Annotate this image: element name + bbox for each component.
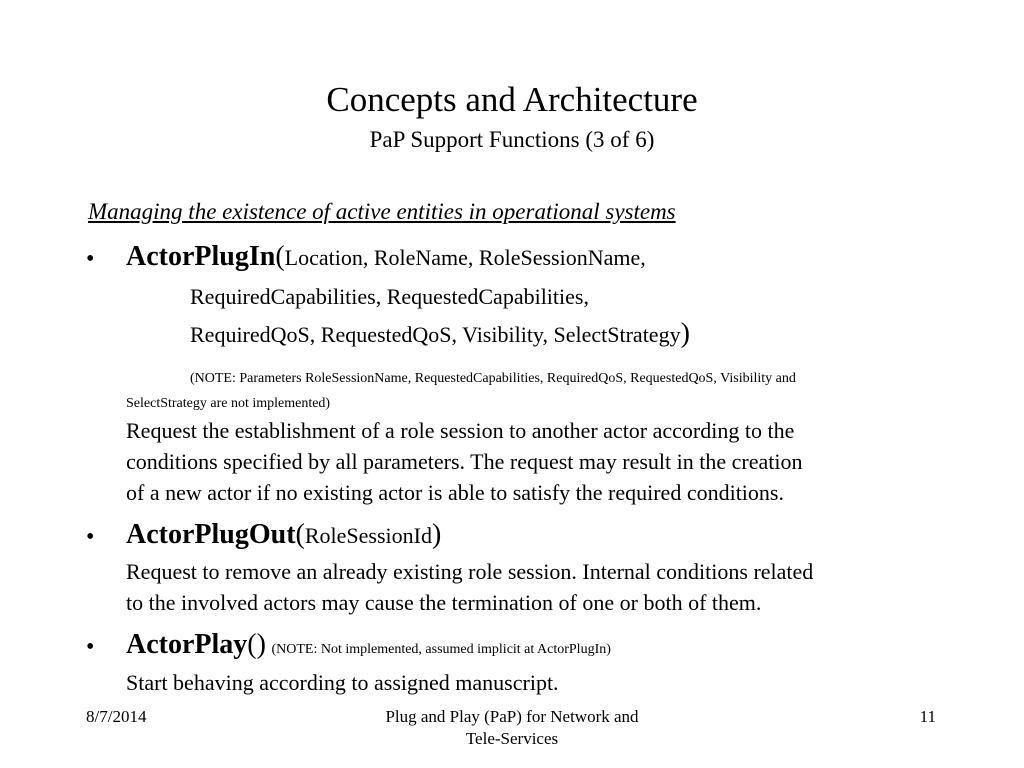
bullet-actorplugout: • bbox=[86, 524, 95, 550]
footer-title-line1: Plug and Play (PaP) for Network and bbox=[385, 707, 639, 726]
footer-title bbox=[352, 706, 672, 750]
actorplugin-params-line3: RequiredQoS, RequestedQoS, Visibility, SelectStrategy bbox=[190, 322, 681, 347]
actorplugin-description-line3: of a new actor if no existing actor is able to satisfy the required conditions. bbox=[126, 480, 784, 505]
actorplugin-note-line1: (NOTE: Parameters RoleSessionName, RequestedCapabilities, RequiredQoS, RequestedQoS, Visibility and bbox=[190, 371, 796, 386]
slide-subtitle: PaP Support Functions (3 of 6) bbox=[369, 127, 655, 152]
function-name-actorplay: ActorPlay bbox=[126, 629, 248, 660]
empty-parens: () bbox=[247, 629, 266, 660]
close-paren: ) bbox=[431, 519, 442, 550]
actorplugin-params-line1: Location, RoleName, RoleSessionName, bbox=[284, 245, 646, 270]
actorplugout-description-line1: Request to remove an already existing role session. Internal conditions related bbox=[126, 559, 814, 584]
close-paren: ) bbox=[680, 318, 690, 349]
actorplugout-signature bbox=[126, 521, 441, 550]
footer-date: 8/7/2014 bbox=[86, 707, 147, 726]
actorplugin-signature-line1 bbox=[126, 243, 646, 272]
footer-page-number: 11 bbox=[919, 707, 936, 726]
slide-title: Concepts and Architecture bbox=[326, 80, 698, 119]
actorplugin-description-line2: conditions specified by all parameters. The request may result in the creation bbox=[126, 449, 803, 474]
actorplay-description: Start behaving according to assigned manuscript. bbox=[126, 670, 559, 695]
bullet-actorplay: • bbox=[86, 634, 95, 660]
actorplay-signature bbox=[126, 631, 611, 664]
footer-title-line2: Tele-Services bbox=[465, 729, 559, 748]
bullet-actorplugin: • bbox=[86, 246, 95, 272]
actorplugin-description-line1: Request the establishment of a role session to another actor according to the bbox=[126, 418, 795, 443]
actorplugin-params-line2: RequiredCapabilities, RequestedCapabilities, bbox=[190, 284, 589, 309]
open-paren: ( bbox=[295, 519, 305, 550]
actorplugin-signature-line3 bbox=[190, 320, 690, 349]
function-name-actorplugout: ActorPlugOut bbox=[126, 519, 296, 550]
actorplay-note: (NOTE: Not implemented, assumed implicit at ActorPlugIn) bbox=[271, 642, 611, 657]
actorplugout-params: RoleSessionId bbox=[304, 523, 432, 548]
section-heading: Managing the existence of active entities in operational systems bbox=[88, 199, 676, 224]
actorplugin-note-line2: SelectStrategy are not implemented) bbox=[126, 396, 331, 411]
open-paren: ( bbox=[275, 241, 285, 272]
actorplugout-description-line2: to the involved actors may cause the termination of one or both of them. bbox=[126, 590, 762, 615]
function-name-actorplugin: ActorPlugIn bbox=[126, 241, 276, 272]
